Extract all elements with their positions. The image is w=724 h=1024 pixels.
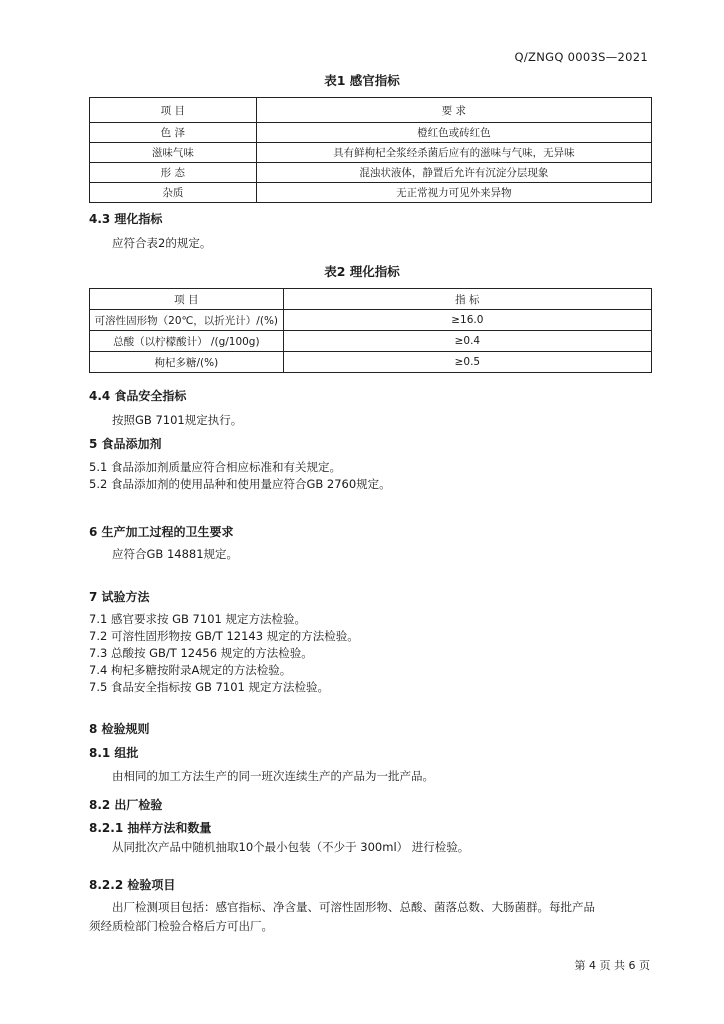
table-cell: 橙红色或砖红色 (256, 123, 651, 143)
section-8-1-text: 由相同的加工方法生产的同一班次连续生产的产品为一批产品。 (112, 769, 434, 783)
table-row (90, 143, 652, 163)
table-cell: 色 泽 (90, 123, 257, 143)
section-4-4-text: 按照GB 7101规定执行。 (112, 413, 243, 427)
table1-caption: 表1 感官指标 (324, 73, 400, 88)
section-4-3-text: 应符合表2的规定。 (112, 236, 212, 250)
section-8-2-1-text: 从同批次产品中随机抽取10个最小包装（不少于 300ml） 进行检验。 (112, 840, 470, 854)
table-row (90, 183, 652, 203)
section-6-title: 6 生产加工过程的卫生要求 (89, 525, 234, 539)
section-4-4-title: 4.4 食品安全指标 (89, 389, 187, 403)
table-cell: 枸杞多糖/(%) (90, 352, 284, 373)
table-cell: 杂质 (90, 183, 257, 203)
section-5-title: 5 食品添加剂 (89, 437, 162, 451)
table-cell: ≥0.5 (283, 352, 651, 373)
section-8-1-title: 8.1 组批 (89, 746, 139, 760)
table-header-cell: 项 目 (90, 98, 257, 123)
section-8-title: 8 检验规则 (89, 722, 150, 736)
list-item: 7.3 总酸按 GB/T 12456 规定的方法检验。 (89, 646, 313, 660)
list-item: 7.1 感官要求按 GB 7101 规定方法检验。 (89, 612, 306, 626)
table-row (90, 123, 652, 143)
table-cell: 混浊状液体，静置后允许有沉淀分层现象 (256, 163, 651, 183)
table1-sensory (89, 97, 652, 203)
table-cell: 滋味气味 (90, 143, 257, 163)
table-header-row (90, 289, 652, 310)
list-item: 7.2 可溶性固形物按 GB/T 12143 规定的方法检验。 (89, 629, 359, 643)
table-row (90, 352, 652, 373)
table-cell: ≥0.4 (283, 331, 651, 352)
list-item: 7.4 枸杞多糖按附录A规定的方法检验。 (89, 663, 292, 677)
list-item: 5.2 食品添加剂的使用品种和使用量应符合GB 2760规定。 (89, 477, 391, 491)
table-cell: 无正常视力可见外来异物 (256, 183, 651, 203)
table-cell: 形 态 (90, 163, 257, 183)
section-8-2-2-text-line1: 出厂检测项目包括：感官指标、净含量、可溶性固形物、总酸、菌落总数、大肠菌群。每批产品 (112, 900, 595, 914)
table-header-cell: 项 目 (90, 289, 284, 310)
table-cell: 具有鲜枸杞全浆经杀菌后应有的滋味与气味，无异味 (256, 143, 651, 163)
table-cell: ≥16.0 (283, 310, 651, 331)
section-8-2-2-text-line2: 须经质检部门检验合格后方可出厂。 (89, 919, 273, 933)
section-7-title: 7 试验方法 (89, 590, 150, 604)
table-row (90, 163, 652, 183)
page-number: 第 4 页 共 6 页 (574, 959, 650, 972)
table-cell: 可溶性固形物（20℃，以折光计）/(%) (90, 310, 284, 331)
section-8-2-2-title: 8.2.2 检验项目 (89, 878, 176, 892)
table-header-row (90, 98, 652, 123)
list-item: 5.1 食品添加剂质量应符合相应标准和有关规定。 (89, 460, 341, 474)
section-4-3-title: 4.3 理化指标 (89, 212, 163, 226)
document-code: Q/ZNGQ 0003S—2021 (514, 50, 648, 64)
table-cell: 总酸（以柠檬酸计） /(g/100g) (90, 331, 284, 352)
section-6-text: 应符合GB 14881规定。 (112, 547, 239, 561)
table-header-cell: 要 求 (256, 98, 651, 123)
table2-caption: 表2 理化指标 (324, 264, 400, 279)
table-header-cell: 指 标 (283, 289, 651, 310)
table2-physicochemical (89, 288, 652, 373)
table-row (90, 310, 652, 331)
list-item: 7.5 食品安全指标按 GB 7101 规定方法检验。 (89, 680, 329, 694)
section-8-2-1-title: 8.2.1 抽样方法和数量 (89, 821, 212, 835)
table-row (90, 331, 652, 352)
section-8-2-title: 8.2 出厂检验 (89, 798, 163, 812)
